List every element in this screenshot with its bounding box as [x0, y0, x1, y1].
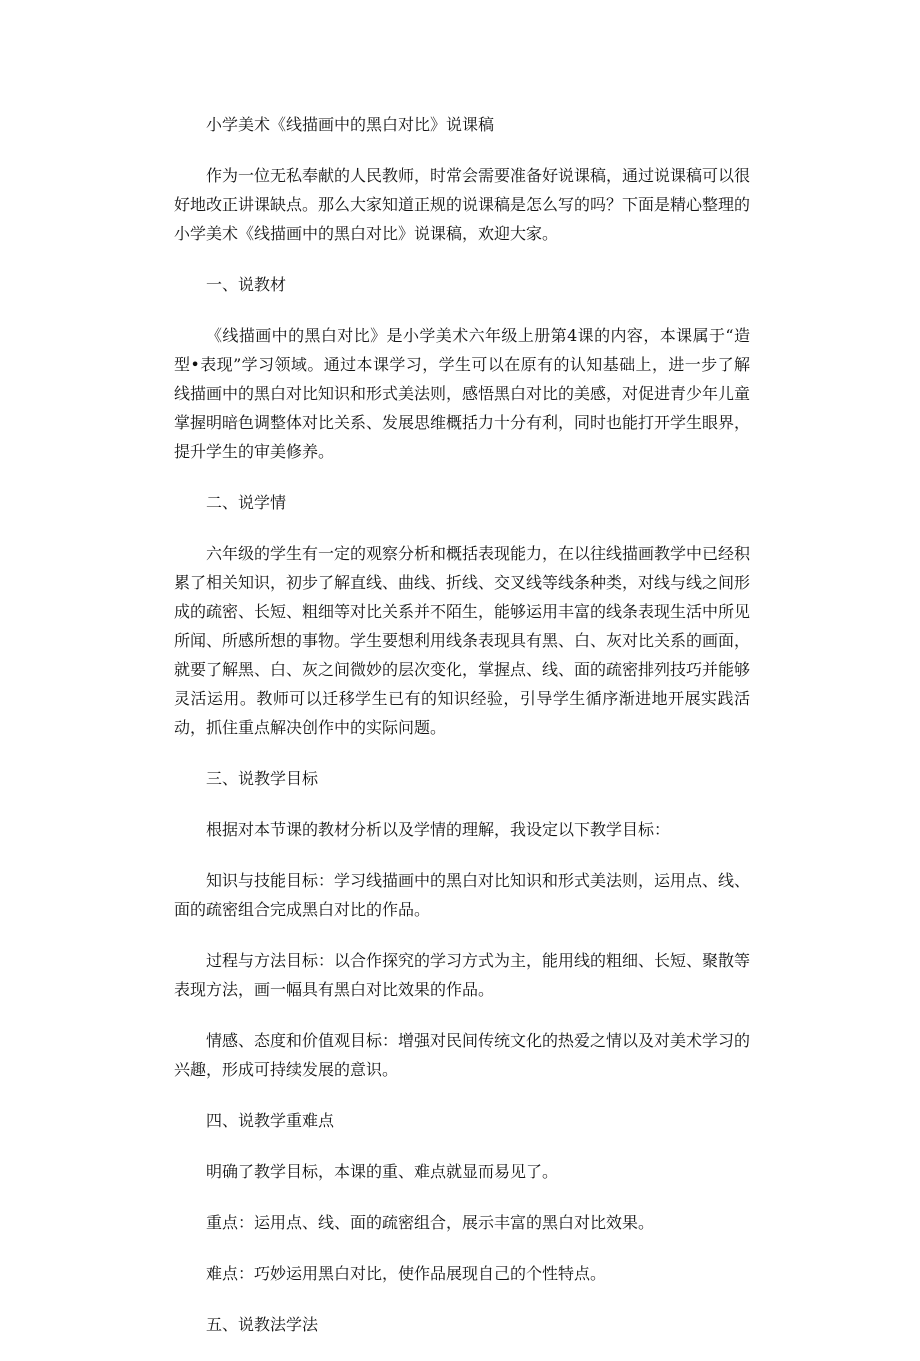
section-heading-teaching-goals: 三、说教学目标: [206, 769, 319, 788]
difficult-point: 难点：巧妙运用黑白对比，使作品展现自己的个性特点。: [206, 1264, 607, 1283]
key-point: 重点：运用点、线、面的疏密组合，展示丰富的黑白对比效果。: [206, 1213, 655, 1232]
section-heading-teaching-methods: 五、说教法学法: [206, 1315, 319, 1334]
key-points-intro: 明确了教学目标，本课的重、难点就显而易见了。: [206, 1162, 559, 1181]
document-body: [174, 110, 750, 1361]
emotion-value-goal: 情感、态度和价值观目标：增强对民间传统文化的热爱之情以及对美术学习的兴趣，形成可持续发展的意识。: [174, 1031, 751, 1079]
document-title: 小学美术《线描画中的黑白对比》说课稿: [206, 115, 495, 134]
textbook-paragraph: 《线描画中的黑白对比》是小学美术六年级上册第4课的内容，本课属于“造型•表现”学习领域。通过本课学习，学生可以在原有的认知基础上，进一步了解线描画中的黑白对比知识和形式美法则，感悟黑白对比的美感，对促进青少年儿童掌握明暗色调整体对比关系、发展思维概括力十分有利，同时也能打开学生眼界，提升学生的审美修养。: [174, 326, 751, 461]
knowledge-skill-goal: 知识与技能目标：学习线描画中的黑白对比知识和形式美法则，运用点、线、面的疏密组合完成黑白对比的作品。: [174, 871, 751, 919]
process-method-goal: 过程与方法目标：以合作探究的学习方式为主，能用线的粗细、长短、聚散等表现方法，画一幅具有黑白对比效果的作品。: [174, 951, 751, 999]
intro-paragraph: 作为一位无私奉献的人民教师，时常会需要准备好说课稿，通过说课稿可以很好地改正讲课缺点。那么大家知道正规的说课稿是怎么写的吗？下面是精心整理的小学美术《线描画中的黑白对比》说课稿，欢迎大家。: [174, 166, 751, 243]
goals-intro-paragraph: 根据对本节课的教材分析以及学情的理解，我设定以下教学目标：: [206, 820, 671, 839]
section-heading-textbook: 一、说教材: [206, 275, 287, 294]
section-heading-student-analysis: 二、说学情: [206, 493, 287, 512]
section-heading-key-difficult-points: 四、说教学重难点: [206, 1111, 335, 1130]
student-analysis-paragraph: 六年级的学生有一定的观察分析和概括表现能力，在以往线描画教学中已经积累了相关知识，初步了解直线、曲线、折线、交叉线等线条种类，对线与线之间形成的疏密、长短、粗细等对比关系并不陌生，能够运用丰富的线条表现生活中所见所闻、所感所想的事物。学生要想利用线条表现具有黑、白、灰对比关系的画面，就要了解黑、白、灰之间微妙的层次变化，掌握点、线、面的疏密排列技巧并能够灵活运用。教师可以迁移学生已有的知识经验，引导学生循序渐进地开展实践活动，抓住重点解决创作中的实际问题。: [174, 544, 751, 737]
